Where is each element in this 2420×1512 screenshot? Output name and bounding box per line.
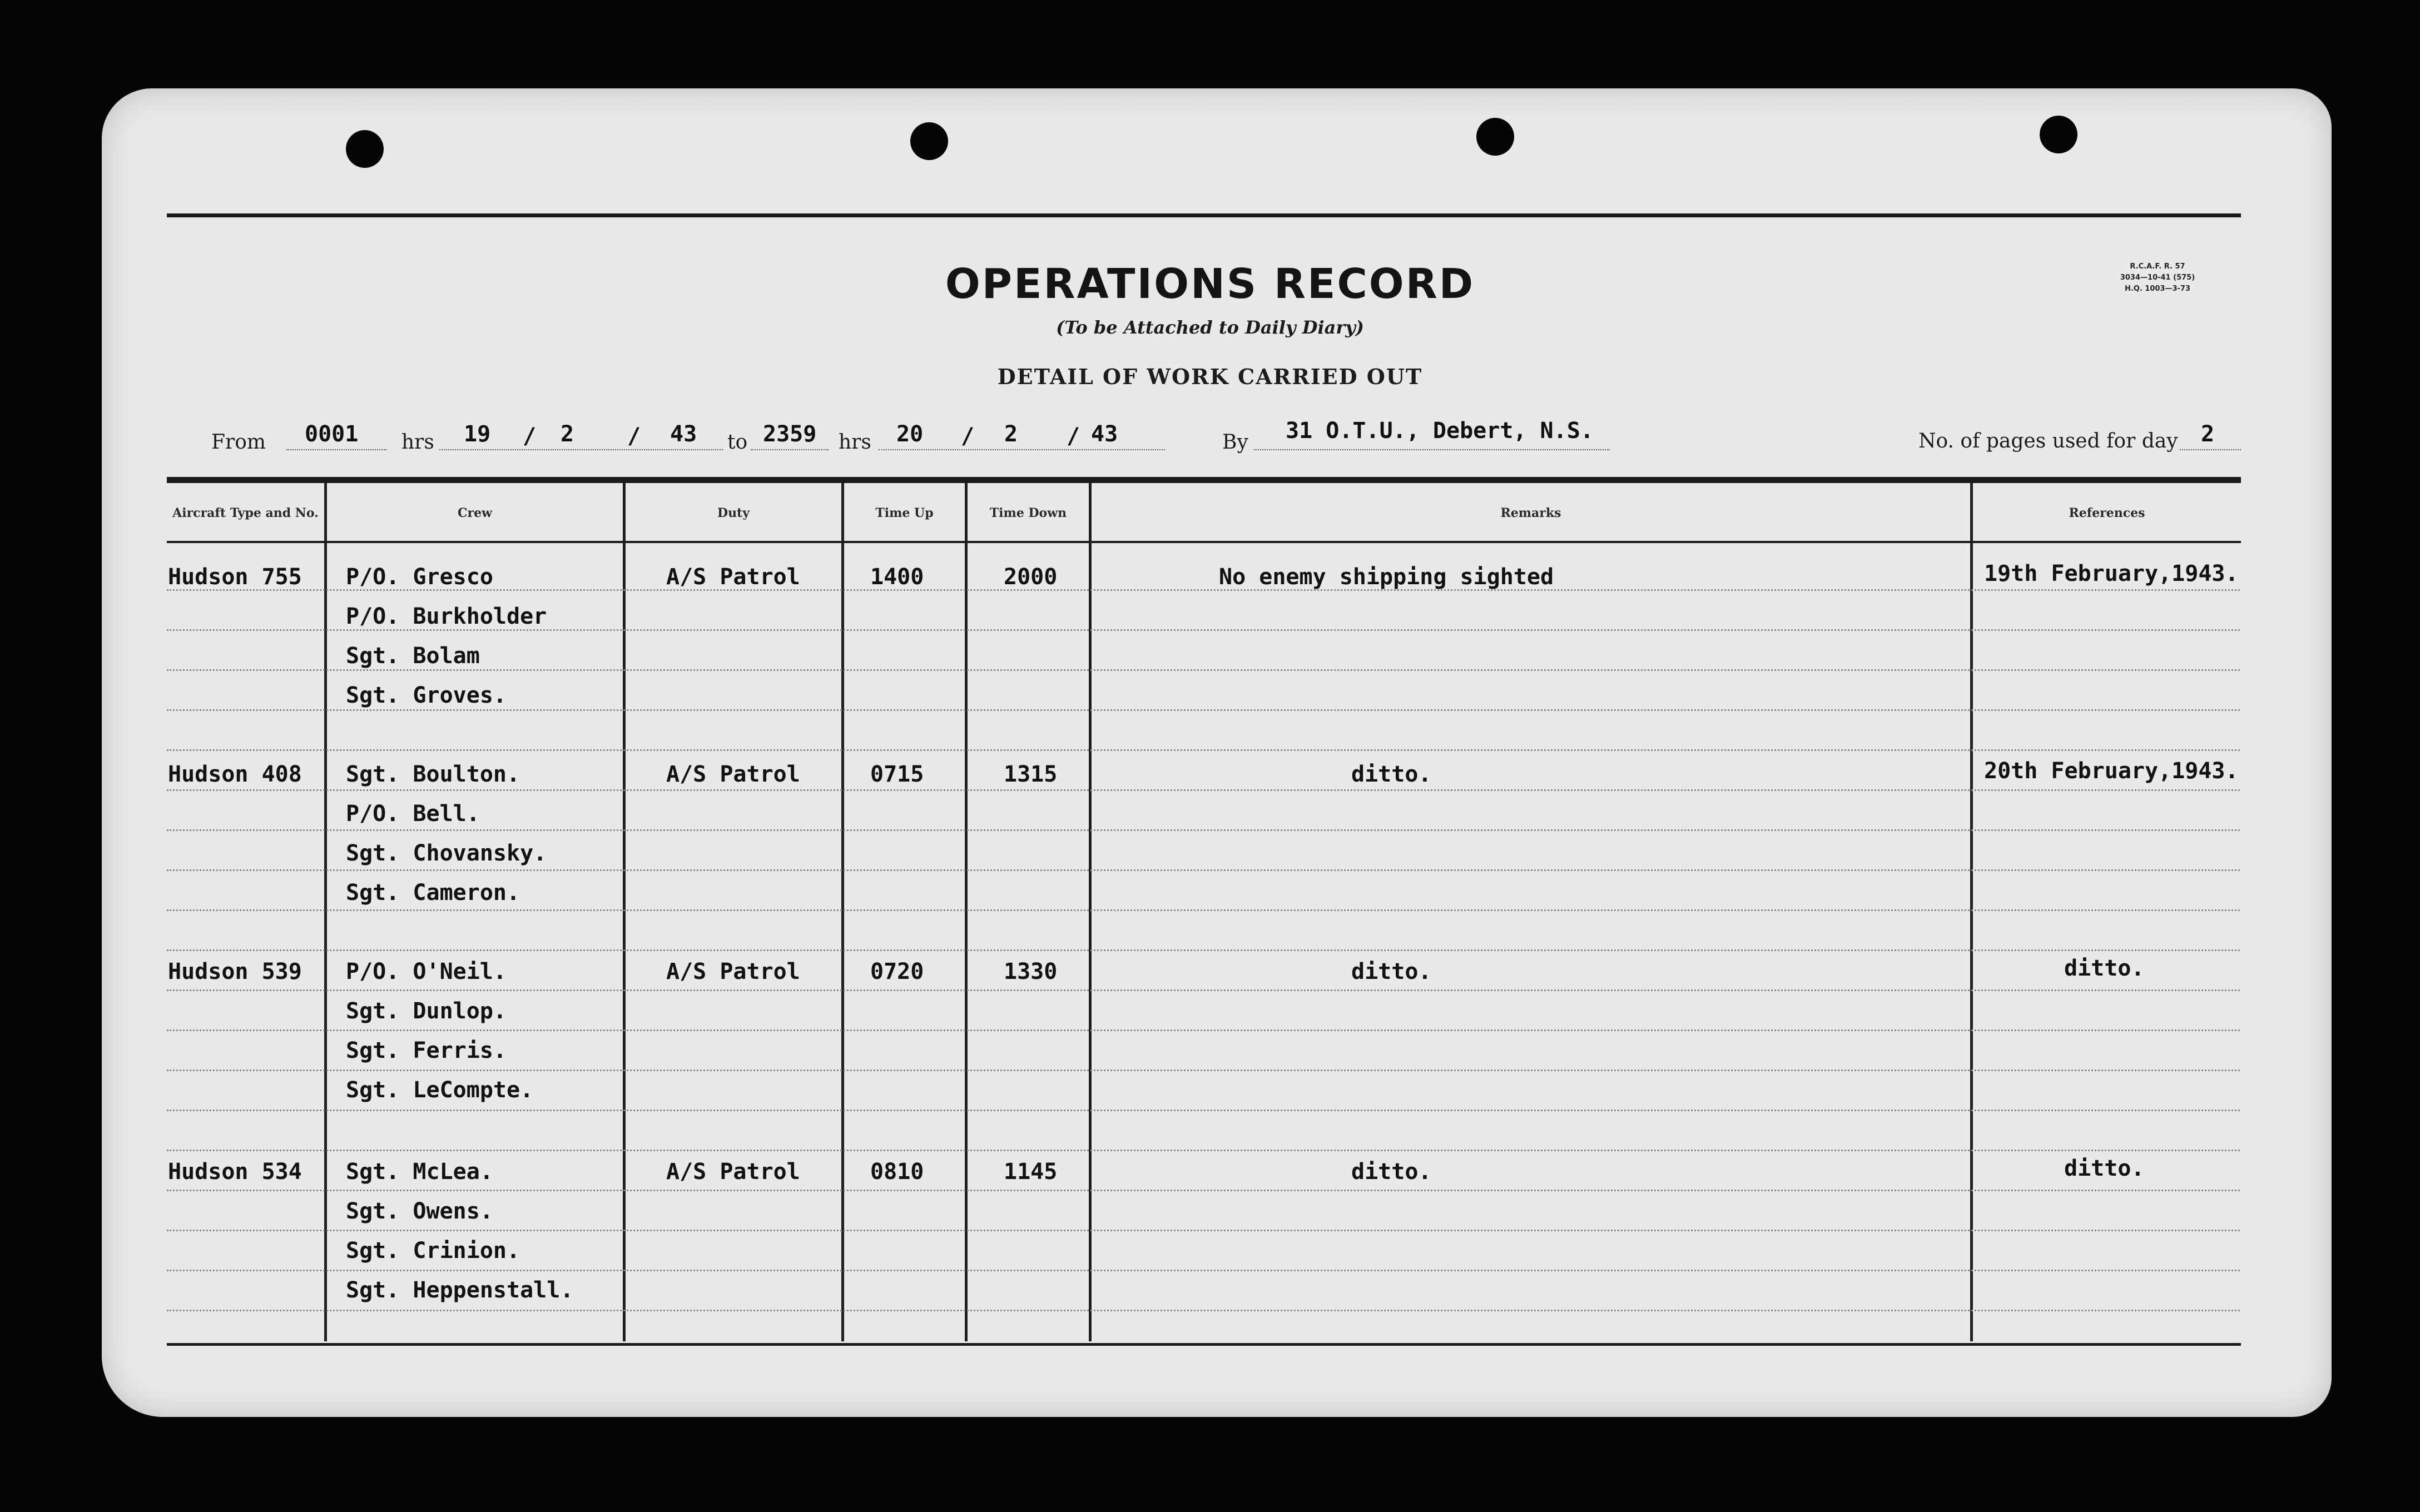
by-label: By [1222, 431, 1248, 454]
crew-member: Sgt. Bolam [346, 643, 480, 669]
punch-hole [910, 122, 948, 160]
ruled-line [167, 1190, 2240, 1191]
punch-hole [1476, 118, 1514, 156]
time-down-cell: 2000 [1004, 564, 1058, 590]
from-month: 2 [561, 421, 574, 447]
ruled-line [167, 949, 2240, 951]
reference-cell: 20th February,1943. [1984, 758, 2239, 784]
punch-hole [2040, 116, 2077, 153]
pages-label: No. of pages used for day [1918, 430, 2178, 452]
time-up-cell: 0715 [870, 762, 924, 787]
ruled-line [167, 1070, 2240, 1071]
crew-member: P/O. Burkholder [346, 604, 547, 629]
time-down-cell: 1315 [1004, 762, 1058, 787]
duty-cell: A/S Patrol [666, 762, 800, 787]
ruled-line [167, 1150, 2240, 1151]
reference-cell: ditto. [2064, 1156, 2145, 1181]
crew-member: Sgt. McLea. [346, 1159, 493, 1185]
remarks-cell: ditto. [1351, 959, 1432, 984]
to-year: 43 [1091, 421, 1118, 447]
ruled-line [167, 1029, 2240, 1031]
crew-member: Sgt. Crinion. [346, 1238, 520, 1264]
column-header-duty: Duty [717, 506, 750, 520]
ruled-line [167, 1230, 2240, 1231]
form-code-line: 3034—10-41 (575) [2120, 273, 2195, 282]
top-rule [167, 213, 2241, 217]
header-rule [167, 541, 2241, 543]
unit-value: 31 O.T.U., Debert, N.S. [1286, 418, 1594, 444]
form-code-line: R.C.A.F. R. 57 [2130, 262, 2185, 271]
ruled-line [167, 629, 2240, 631]
ruled-line [167, 749, 2240, 751]
time-up-cell: 0810 [870, 1159, 924, 1185]
crew-member: P/O. O'Neil. [346, 959, 507, 984]
section-heading: DETAIL OF WORK CARRIED OUT [997, 364, 1423, 389]
ruled-line [167, 829, 2240, 831]
time-down-cell: 1330 [1004, 959, 1058, 984]
ruled-line [167, 1310, 2240, 1311]
aircraft-cell: Hudson 539 [168, 959, 302, 984]
table-bottom-rule [167, 1343, 2241, 1346]
ruled-line [167, 669, 2240, 671]
duty-cell: A/S Patrol [666, 564, 800, 590]
column-header-time-up: Time Up [875, 506, 934, 520]
column-header-time-down: Time Down [989, 506, 1067, 520]
time-up-cell: 1400 [870, 564, 924, 590]
form-code-line: H.Q. 1003—3-73 [2124, 285, 2191, 293]
aircraft-cell: Hudson 534 [168, 1159, 302, 1185]
column-divider [841, 483, 844, 1341]
crew-member: Sgt. LeCompte. [346, 1077, 534, 1103]
aircraft-cell: Hudson 408 [168, 762, 302, 787]
column-divider [965, 483, 968, 1341]
column-header-remarks: Remarks [1500, 506, 1561, 520]
column-header-crew: Crew [457, 506, 493, 520]
column-divider [324, 483, 327, 1341]
from-label: From [211, 431, 266, 454]
page-subtitle: (To be Attached to Daily Diary) [1056, 317, 1364, 338]
to-time: 2359 [763, 421, 817, 447]
ruled-line [167, 869, 2240, 871]
time-up-cell: 0720 [870, 959, 924, 984]
crew-member: Sgt. Cameron. [346, 880, 520, 906]
form-code [2091, 261, 2224, 295]
crew-member: Sgt. Dunlop. [346, 998, 507, 1024]
crew-member: P/O. Bell. [346, 801, 480, 827]
crew-member: Sgt. Ferris. [346, 1038, 507, 1063]
from-day: 19 [464, 421, 491, 447]
to-day: 20 [896, 421, 924, 447]
reference-cell: ditto. [2064, 956, 2145, 981]
column-divider [1970, 483, 1973, 1341]
page-title: OPERATIONS RECORD [945, 260, 1475, 308]
from-year: 43 [670, 421, 697, 447]
remarks-cell: ditto. [1351, 1159, 1432, 1185]
crew-member: Sgt. Groves. [346, 683, 507, 708]
crew-member: Sgt. Heppenstall. [346, 1277, 574, 1303]
crew-member: Sgt. Owens. [346, 1198, 493, 1224]
column-header-aircraft: Aircraft Type and No. [172, 506, 319, 520]
remarks-cell: No enemy shipping sighted [1219, 564, 1554, 590]
crew-member: P/O. Gresco [346, 564, 493, 590]
crew-member: Sgt. Chovansky. [346, 840, 547, 866]
hrs-label: hrs [839, 431, 871, 454]
reference-cell: 19th February,1943. [1984, 561, 2239, 586]
column-divider [623, 483, 626, 1341]
to-month: 2 [1004, 421, 1018, 447]
from-time: 0001 [305, 421, 359, 447]
ruled-line [167, 989, 2240, 991]
remarks-cell: ditto. [1351, 762, 1432, 787]
table-top-rule [167, 477, 2241, 483]
ruled-line [167, 1270, 2240, 1271]
to-label: to [727, 431, 748, 454]
punch-hole [346, 130, 384, 168]
time-down-cell: 1145 [1004, 1159, 1058, 1185]
column-divider [1089, 483, 1092, 1341]
ruled-line [167, 1110, 2240, 1111]
ruled-line [167, 709, 2240, 711]
duty-cell: A/S Patrol [666, 959, 800, 984]
hrs-label: hrs [401, 431, 434, 454]
aircraft-cell: Hudson 755 [168, 564, 302, 590]
duty-cell: A/S Patrol [666, 1159, 800, 1185]
ruled-line [167, 909, 2240, 911]
pages-value: 2 [2201, 421, 2215, 447]
column-header-references: References [2069, 506, 2145, 520]
crew-member: Sgt. Boulton. [346, 762, 520, 787]
ruled-line [167, 789, 2240, 791]
